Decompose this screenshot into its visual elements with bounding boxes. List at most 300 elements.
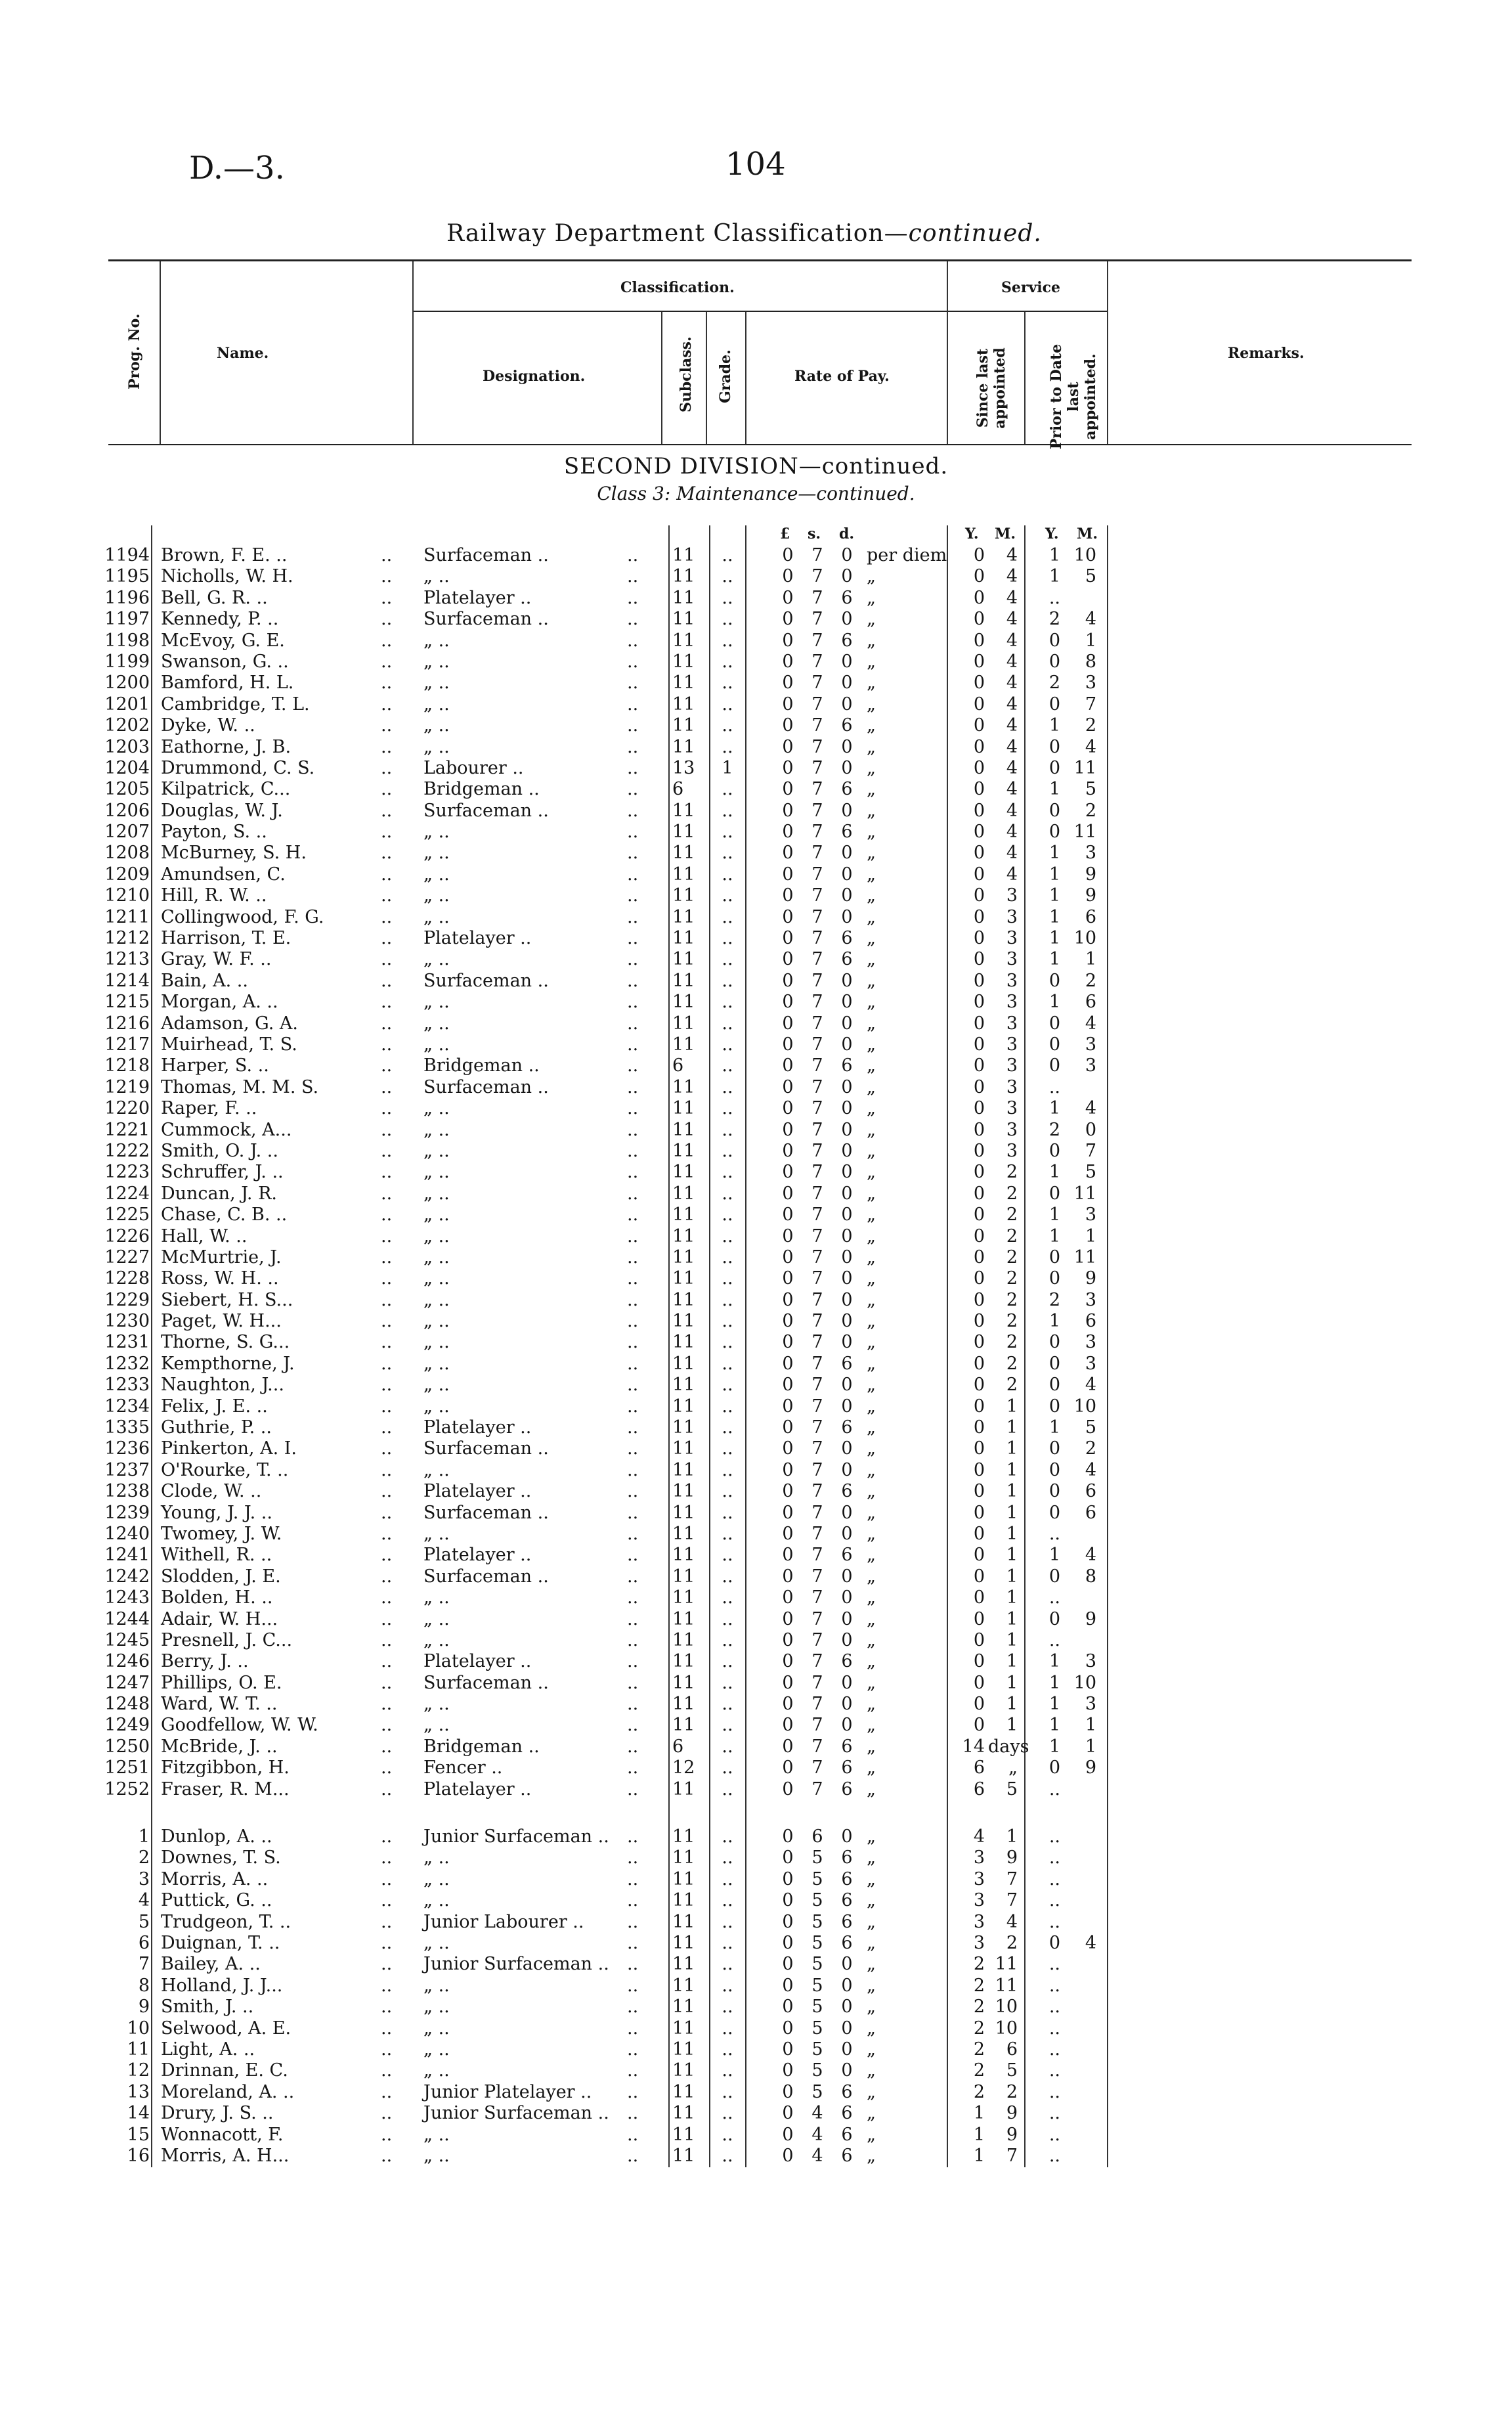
cell-since-months: 1 — [1006, 1459, 1018, 1480]
cell-prior-months: 3 — [1085, 1694, 1096, 1715]
cell-grade: .. — [722, 970, 733, 991]
cell-prior-months: 9 — [1085, 1608, 1096, 1629]
cell-pay-pence: 6 — [841, 2124, 853, 2145]
cell-leader: .. — [381, 1954, 393, 1975]
cell-designation: „ .. — [423, 736, 450, 757]
cell-prog-no: 8 — [138, 1975, 150, 1996]
cell-grade: .. — [722, 566, 733, 587]
cell-since-years: 0 — [973, 1098, 985, 1119]
cell-pay-shillings: 7 — [811, 1098, 823, 1119]
cell-prior-months: 10 — [1073, 1672, 1096, 1693]
cell-name: Raper, F. .. — [161, 1098, 257, 1119]
cell-grade: .. — [722, 1778, 733, 1799]
section-subtitle: Class 3: Maintenance—continued. — [597, 483, 915, 504]
cell-pay-shillings: 7 — [811, 1523, 823, 1544]
cell-grade: .. — [722, 1268, 733, 1289]
cell-grade: .. — [722, 1502, 733, 1523]
cell-prog-no: 1212 — [104, 928, 150, 949]
cell-designation: Labourer .. — [423, 757, 524, 778]
cell-pay-period: „ — [867, 992, 876, 1013]
cell-pay-shillings: 5 — [811, 1868, 823, 1889]
cell-pay-shillings: 7 — [811, 1629, 823, 1650]
cell-designation: „ .. — [423, 1933, 450, 1953]
cell-designation: „ .. — [423, 1608, 450, 1629]
cell-subclass: 11 — [672, 992, 695, 1013]
cell-grade: .. — [722, 1890, 733, 1911]
cell-designation: Platelayer .. — [423, 1778, 532, 1799]
cell-prog-no: 1198 — [104, 630, 150, 651]
cell-grade: .. — [722, 906, 733, 927]
cell-name: Morris, A. H... — [161, 2145, 290, 2166]
cell-pay-pence: 0 — [841, 1162, 853, 1183]
cell-name: Schruffer, J. .. — [161, 1162, 284, 1183]
cell-leader: .. — [381, 1587, 393, 1608]
header-name: Name. — [217, 345, 269, 362]
cell-leader: .. — [381, 1268, 393, 1289]
cell-prog-no: 1211 — [104, 906, 150, 927]
cell-prog-no: 1218 — [104, 1055, 150, 1076]
cell-pay-period: „ — [867, 1417, 876, 1438]
table-row — [0, 1311, 1512, 1332]
cell-subclass: 11 — [672, 2124, 695, 2145]
cell-designation: „ .. — [423, 1997, 450, 2018]
cell-prior-years: .. — [1048, 2145, 1060, 2166]
cell-leader: .. — [627, 1736, 639, 1757]
cell-since-months: 2 — [1006, 1204, 1018, 1225]
cell-leader: .. — [627, 1140, 639, 1161]
cell-prior-months: 3 — [1085, 1034, 1096, 1055]
cell-grade: .. — [722, 587, 733, 608]
cell-prior-years: 1 — [1048, 1098, 1060, 1119]
cell-pay-pounds: 0 — [782, 2018, 794, 2039]
cell-pay-pounds: 0 — [782, 1502, 794, 1523]
cell-subclass: 11 — [672, 609, 695, 630]
cell-since-years: 3 — [973, 1868, 985, 1889]
table-row — [0, 1890, 1512, 1911]
cell-pay-period: „ — [867, 1566, 876, 1587]
cell-subclass: 11 — [672, 1353, 695, 1374]
cell-pay-pence: 0 — [841, 545, 853, 565]
cell-prog-no: 7 — [138, 1954, 150, 1975]
cell-leader: .. — [381, 1140, 393, 1161]
cell-pay-period: „ — [867, 800, 876, 821]
cell-pay-pounds: 0 — [782, 1545, 794, 1566]
cell-pay-pence: 0 — [841, 1566, 853, 1587]
cell-prior-years: 0 — [1048, 1933, 1060, 1953]
cell-name: Morgan, A. .. — [161, 992, 278, 1013]
cell-pay-period: „ — [867, 1736, 876, 1757]
cell-pay-pounds: 0 — [782, 970, 794, 991]
cell-subclass: 11 — [672, 1651, 695, 1672]
cell-pay-shillings: 7 — [811, 1225, 823, 1247]
cell-pay-pounds: 0 — [782, 2081, 794, 2102]
cell-leader: .. — [627, 2103, 639, 2124]
cell-designation: „ .. — [423, 1311, 450, 1332]
cell-prog-no: 1199 — [104, 651, 150, 672]
cell-since-months: 1 — [1006, 1481, 1018, 1502]
cell-leader: .. — [381, 1715, 393, 1736]
cell-designation: „ .. — [423, 843, 450, 864]
cell-pay-shillings: 7 — [811, 736, 823, 757]
cell-name: Chase, C. B. .. — [161, 1204, 288, 1225]
cell-designation: „ .. — [423, 2145, 450, 2166]
cell-designation: „ .. — [423, 1975, 450, 1996]
col-rule — [160, 261, 161, 444]
cell-grade: .. — [722, 1566, 733, 1587]
cell-pay-pence: 0 — [841, 694, 853, 715]
cell-prior-years: 0 — [1048, 1055, 1060, 1076]
cell-pay-pence: 6 — [841, 928, 853, 949]
cell-prog-no: 1215 — [104, 992, 150, 1013]
cell-subclass: 11 — [672, 1911, 695, 1932]
cell-prior-years: 1 — [1048, 1651, 1060, 1672]
cell-subclass: 11 — [672, 1502, 695, 1523]
table-top-rule — [108, 259, 1412, 261]
table-row — [0, 1290, 1512, 1311]
cell-grade: .. — [722, 1375, 733, 1396]
table-row — [0, 1354, 1512, 1375]
cell-pay-pence: 0 — [841, 1997, 853, 2018]
cell-since-years: 0 — [973, 1076, 985, 1097]
cell-name: Nicholls, W. H. — [161, 566, 293, 587]
table-row — [0, 1736, 1512, 1757]
cell-prog-no: 1237 — [104, 1459, 150, 1480]
cell-pay-period: „ — [867, 2081, 876, 2102]
cell-pay-pence: 6 — [841, 587, 853, 608]
cell-prior-years: 0 — [1048, 1757, 1060, 1778]
cell-name: Duignan, T. .. — [161, 1933, 280, 1953]
table-row — [0, 566, 1512, 587]
cell-subclass: 11 — [672, 736, 695, 757]
cell-leader: .. — [627, 1396, 639, 1417]
cell-prog-no: 1224 — [104, 1183, 150, 1204]
cell-subclass: 11 — [672, 1778, 695, 1799]
cell-prog-no: 1335 — [104, 1417, 150, 1438]
cell-subclass: 11 — [672, 970, 695, 991]
cell-grade: .. — [722, 1975, 733, 1996]
cell-subclass: 11 — [672, 1672, 695, 1693]
cell-grade: .. — [722, 545, 733, 565]
cell-pay-pounds: 0 — [782, 694, 794, 715]
cell-designation: Surfaceman .. — [423, 970, 549, 991]
cell-designation: Junior Platelayer .. — [423, 2081, 592, 2102]
cell-prior-years: 1 — [1048, 906, 1060, 927]
cell-pay-pence: 6 — [841, 779, 853, 800]
cell-pay-period: „ — [867, 906, 876, 927]
cell-prior-months: 1 — [1085, 630, 1096, 651]
cell-pay-period: „ — [867, 1204, 876, 1225]
cell-designation: Junior Surfaceman .. — [423, 1954, 609, 1975]
cell-since-years: 0 — [973, 1204, 985, 1225]
cell-pay-pounds: 0 — [782, 587, 794, 608]
cell-since-years: 6 — [973, 1757, 985, 1778]
cell-since-years: 0 — [973, 949, 985, 970]
cell-leader: .. — [381, 694, 393, 715]
cell-leader: .. — [381, 1311, 393, 1332]
cell-leader: .. — [381, 1694, 393, 1715]
cell-prior-months: 9 — [1085, 1757, 1096, 1778]
cell-since-months: 1 — [1006, 1608, 1018, 1629]
table-row — [0, 545, 1512, 566]
cell-prog-no: 1225 — [104, 1204, 150, 1225]
cell-prog-no: 1247 — [104, 1672, 150, 1693]
cell-subclass: 11 — [672, 1459, 695, 1480]
table-row — [0, 2125, 1512, 2146]
table-row — [0, 1587, 1512, 1608]
header-remarks: Remarks. — [1228, 345, 1305, 362]
cell-prog-no: 1234 — [104, 1396, 150, 1417]
cell-since-months: days — [988, 1736, 1029, 1757]
cell-pay-shillings: 7 — [811, 1672, 823, 1693]
cell-pay-pounds: 0 — [782, 928, 794, 949]
cell-since-months: 1 — [1006, 1629, 1018, 1650]
cell-designation: Platelayer .. — [423, 1481, 532, 1502]
col-rule — [706, 312, 707, 444]
cell-pay-shillings: 7 — [811, 1417, 823, 1438]
cell-leader: .. — [627, 822, 639, 843]
cell-pay-pounds: 0 — [782, 1268, 794, 1289]
cell-since-years: 0 — [973, 928, 985, 949]
cell-name: Fitzgibbon, H. — [161, 1757, 290, 1778]
cell-since-years: 0 — [973, 1545, 985, 1566]
cell-designation: „ .. — [423, 822, 450, 843]
cell-subclass: 11 — [672, 694, 695, 715]
cell-leader: .. — [381, 1353, 393, 1374]
cell-prior-years: .. — [1048, 1523, 1060, 1544]
cell-prior-years: 1 — [1048, 1545, 1060, 1566]
cell-pay-shillings: 7 — [811, 1140, 823, 1161]
cell-prior-months: 10 — [1073, 928, 1096, 949]
cell-leader: .. — [627, 1289, 639, 1310]
cell-since-months: 3 — [1006, 949, 1018, 970]
cell-pay-period: „ — [867, 587, 876, 608]
table-row — [0, 928, 1512, 949]
table-row — [0, 1481, 1512, 1502]
cell-name: Payton, S. .. — [161, 822, 267, 843]
cell-leader: .. — [381, 1098, 393, 1119]
cell-name: McBride, J. .. — [161, 1736, 278, 1757]
cell-since-months: 2 — [1006, 1933, 1018, 1953]
cell-prog-no: 1200 — [104, 673, 150, 694]
cell-pay-period: „ — [867, 2060, 876, 2081]
cell-since-years: 0 — [973, 694, 985, 715]
cell-designation: „ .. — [423, 651, 450, 672]
unit-shilling: s. — [808, 525, 821, 542]
cell-designation: Surfaceman .. — [423, 609, 549, 630]
cell-pay-shillings: 7 — [811, 1353, 823, 1374]
cell-prior-months: 4 — [1085, 609, 1096, 630]
cell-pay-pence: 0 — [841, 736, 853, 757]
cell-prior-months: 0 — [1085, 1119, 1096, 1140]
cell-since-months: 9 — [1006, 2103, 1018, 2124]
cell-grade: .. — [722, 1438, 733, 1459]
cell-prior-months: 4 — [1085, 1545, 1096, 1566]
cell-pay-period: „ — [867, 1353, 876, 1374]
cell-pay-pounds: 0 — [782, 1204, 794, 1225]
cell-prior-years: 1 — [1048, 843, 1060, 864]
cell-pay-shillings: 5 — [811, 1954, 823, 1975]
cell-since-months: 2 — [1006, 1225, 1018, 1247]
cell-since-years: 2 — [973, 1997, 985, 2018]
cell-pay-shillings: 7 — [811, 885, 823, 906]
cell-pay-period: „ — [867, 1587, 876, 1608]
cell-prog-no: 1195 — [104, 566, 150, 587]
cell-pay-pounds: 0 — [782, 1826, 794, 1847]
cell-pay-pence: 6 — [841, 630, 853, 651]
cell-since-months: 1 — [1006, 1694, 1018, 1715]
cell-grade: .. — [722, 2081, 733, 2102]
unit-years-prior: Y. — [1045, 525, 1059, 542]
cell-prior-years: 1 — [1048, 864, 1060, 885]
cell-pay-shillings: 7 — [811, 651, 823, 672]
cell-subclass: 11 — [672, 566, 695, 587]
cell-leader: .. — [381, 1933, 393, 1953]
cell-since-years: 0 — [973, 1651, 985, 1672]
cell-prior-years: 0 — [1048, 800, 1060, 821]
cell-designation: „ .. — [423, 864, 450, 885]
cell-subclass: 11 — [672, 1438, 695, 1459]
cell-prior-years: 1 — [1048, 1311, 1060, 1332]
cell-grade: .. — [722, 1997, 733, 2018]
cell-since-years: 0 — [973, 736, 985, 757]
cell-since-months: 9 — [1006, 2124, 1018, 2145]
cell-pay-period: „ — [867, 1651, 876, 1672]
cell-since-months: 1 — [1006, 1523, 1018, 1544]
cell-since-years: 0 — [973, 970, 985, 991]
cell-pay-shillings: 7 — [811, 906, 823, 927]
cell-pay-shillings: 7 — [811, 1162, 823, 1183]
cell-pay-pounds: 0 — [782, 885, 794, 906]
cell-pay-pence: 0 — [841, 1268, 853, 1289]
cell-leader: .. — [381, 651, 393, 672]
cell-name: Bell, G. R. .. — [161, 587, 268, 608]
cell-leader: .. — [381, 587, 393, 608]
cell-pay-shillings: 7 — [811, 1311, 823, 1332]
cell-leader: .. — [381, 906, 393, 927]
cell-pay-period: „ — [867, 1013, 876, 1034]
cell-leader: .. — [627, 1311, 639, 1332]
cell-since-years: 0 — [973, 566, 985, 587]
cell-subclass: 11 — [672, 1034, 695, 1055]
cell-leader: .. — [381, 630, 393, 651]
cell-prior-years: .. — [1048, 1826, 1060, 1847]
cell-since-years: 0 — [973, 1566, 985, 1587]
cell-pay-pence: 6 — [841, 949, 853, 970]
cell-pay-pounds: 0 — [782, 1396, 794, 1417]
cell-since-months: 7 — [1006, 1868, 1018, 1889]
cell-pay-period: „ — [867, 1502, 876, 1523]
cell-prior-months: 6 — [1085, 1481, 1096, 1502]
cell-grade: .. — [722, 822, 733, 843]
cell-name: Puttick, G. .. — [161, 1890, 272, 1911]
cell-grade: 1 — [722, 757, 733, 778]
cell-prior-years: 0 — [1048, 1396, 1060, 1417]
cell-subclass: 11 — [672, 800, 695, 821]
header-prog-no: Prog. No. — [126, 313, 143, 389]
cell-designation: Platelayer .. — [423, 1651, 532, 1672]
cell-leader: .. — [627, 864, 639, 885]
table-row — [0, 1609, 1512, 1630]
cell-designation: „ .. — [423, 630, 450, 651]
cell-prior-years: 0 — [1048, 1481, 1060, 1502]
cell-leader: .. — [627, 1375, 639, 1396]
cell-leader: .. — [381, 1672, 393, 1693]
cell-pay-pounds: 0 — [782, 843, 794, 864]
cell-grade: .. — [722, 1954, 733, 1975]
cell-designation: „ .. — [423, 1289, 450, 1310]
cell-grade: .. — [722, 1481, 733, 1502]
cell-leader: .. — [381, 1975, 393, 1996]
cell-leader: .. — [381, 1545, 393, 1566]
cell-pay-pounds: 0 — [782, 949, 794, 970]
cell-grade: .. — [722, 2124, 733, 2145]
cell-prior-years: 1 — [1048, 928, 1060, 949]
cell-subclass: 11 — [672, 1933, 695, 1953]
table-row — [0, 1120, 1512, 1141]
cell-pay-pence: 0 — [841, 2039, 853, 2060]
cell-name: Brown, F. E. .. — [161, 545, 288, 565]
cell-since-months: 3 — [1006, 1034, 1018, 1055]
cell-pay-pounds: 0 — [782, 736, 794, 757]
cell-pay-period: „ — [867, 822, 876, 843]
cell-pay-pounds: 0 — [782, 651, 794, 672]
cell-subclass: 11 — [672, 1826, 695, 1847]
cell-leader: .. — [381, 1566, 393, 1587]
table-row — [0, 1847, 1512, 1868]
cell-leader: .. — [627, 1715, 639, 1736]
cell-pay-pence: 0 — [841, 1225, 853, 1247]
cell-prior-months: 2 — [1085, 800, 1096, 821]
cell-since-months: 5 — [1006, 2060, 1018, 2081]
cell-leader: .. — [627, 2039, 639, 2060]
cell-prior-years: 0 — [1048, 1502, 1060, 1523]
cell-prog-no: 1243 — [104, 1587, 150, 1608]
cell-grade: .. — [722, 1545, 733, 1566]
cell-prior-years: 1 — [1048, 1715, 1060, 1736]
cell-since-months: 7 — [1006, 1890, 1018, 1911]
table-header-bottom-rule — [108, 444, 1412, 445]
cell-since-months: 4 — [1006, 779, 1018, 800]
cell-leader: .. — [627, 715, 639, 736]
cell-prior-months: 3 — [1085, 1353, 1096, 1374]
cell-subclass: 11 — [672, 2039, 695, 2060]
cell-grade: .. — [722, 1672, 733, 1693]
cell-leader: .. — [381, 1757, 393, 1778]
cell-leader: .. — [627, 630, 639, 651]
cell-name: Adair, W. H... — [161, 1608, 278, 1629]
cell-prior-months: 5 — [1085, 1162, 1096, 1183]
cell-prog-no: 1238 — [104, 1481, 150, 1502]
table-row — [0, 1651, 1512, 1672]
cell-since-years: 0 — [973, 1672, 985, 1693]
cell-grade: .. — [722, 1736, 733, 1757]
cell-pay-pounds: 0 — [782, 1353, 794, 1374]
cell-prog-no: 1196 — [104, 587, 150, 608]
cell-grade: .. — [722, 1353, 733, 1374]
table-row — [0, 715, 1512, 736]
table-row — [0, 2146, 1512, 2167]
cell-pay-period: „ — [867, 1162, 876, 1183]
cell-pay-pence: 0 — [841, 800, 853, 821]
cell-leader: .. — [381, 2081, 393, 2102]
cell-since-months: 4 — [1006, 587, 1018, 608]
cell-pay-period: „ — [867, 1672, 876, 1693]
cell-pay-period: „ — [867, 1225, 876, 1247]
cell-prior-years: .. — [1048, 1911, 1060, 1932]
cell-name: Kempthorne, J. — [161, 1353, 295, 1374]
cell-designation: „ .. — [423, 1247, 450, 1268]
cell-pay-period: „ — [867, 1954, 876, 1975]
